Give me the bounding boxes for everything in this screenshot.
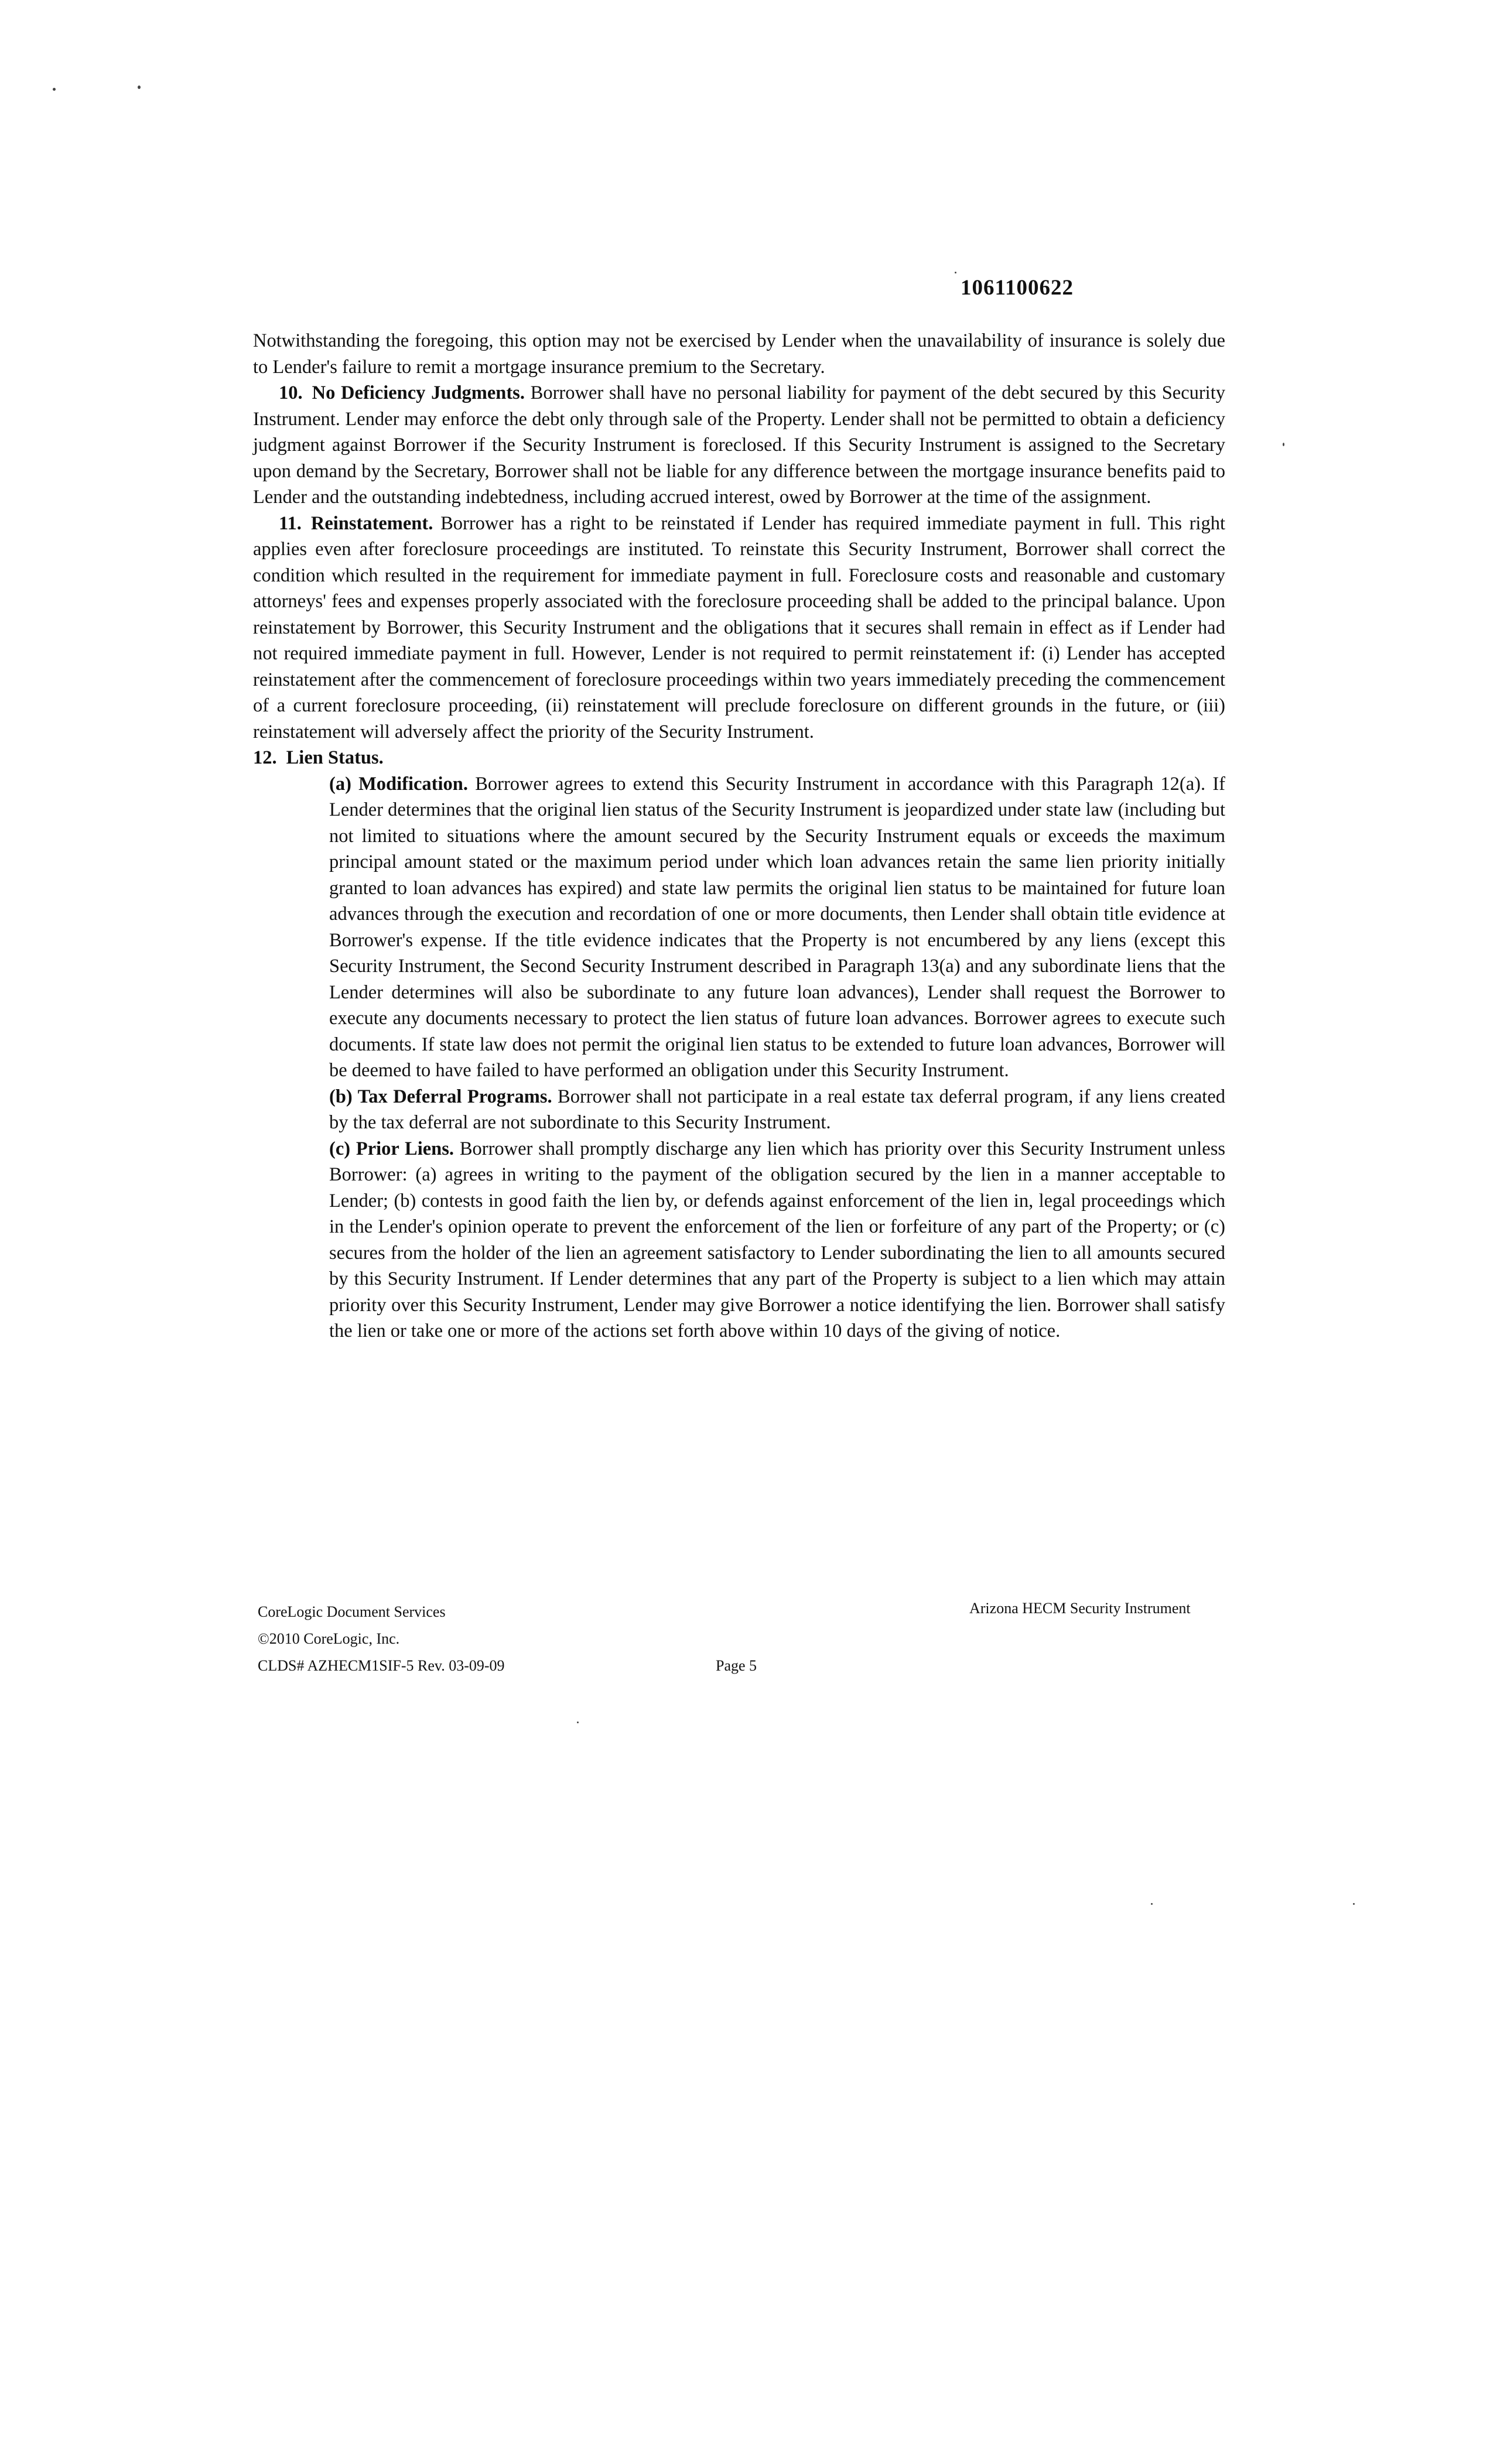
paragraph-11-number: 11. [279, 512, 302, 534]
scan-speck [955, 272, 956, 273]
footer-copyright: ©2010 CoreLogic, Inc. [258, 1630, 400, 1647]
subsection-12b [329, 1084, 1225, 1136]
footer-company: CoreLogic Document Services [258, 1603, 446, 1620]
scan-speck [1283, 443, 1284, 446]
document-body [253, 328, 1225, 1344]
subsection-12a-text: Borrower agrees to extend this Security Instrument in accordance with this Paragraph 12(a). If Lender determines that the original lien status of the Security Instrument is jeopardized under state law (including but not limited to situations where the amount secured by the Security Instrument equals or exceeds the maximum principal amount stated or the maximum period under which loan advances retain the same lien priority initially granted to loan advances has expired) and state law permits the original lien status to be maintained for future loan advances through the execution and recordation of one or more documents, then Lender shall obtain title evidence at Borrower's expense. If the title evidence indicates that the Property is not encumbered by any liens (except this Security Instrument, the Second Security Instrument described in Paragraph 13(a) and any subordinate liens that the Lender determines will also be subordinate to any future loan advances), Lender shall request the Borrower to execute any documents necessary to protect the lien status of future loan advances. Borrower agrees to execute such documents. If state law does not permit the original lien status to be extended to future loan advances, Borrower will be deemed to have failed to have performed an obligation under this Security Instrument. [329, 773, 1225, 1081]
subsection-12c-text: Borrower shall promptly discharge any lien which has priority over this Security Instrument unless Borrower: (a) agrees in writing to the payment of the obligation secured by the lien in a manner acceptable to Lender; (b) contests in good faith the lien by, or defends against enforcement of the lien in, legal proceedings which in the Lender's opinion operate to prevent the enforcement of the lien or forfeiture of any part of the Property; or (c) secures from the holder of the lien an agreement satisfactory to Lender subordinating the lien to all amounts secured by this Security Instrument. If Lender determines that any part of the Property is subject to a lien which may attain priority over this Security Instrument, Lender may give Borrower a notice identifying the lien. Borrower shall satisfy the lien or take one or more of the actions set forth above within 10 days of the giving of notice. [329, 1138, 1226, 1341]
subsection-12a-title: (a) Modification. [329, 773, 468, 795]
paragraph-11-text: Borrower has a right to be reinstated if Lender has required immediate payment in full. This right applies even after foreclosure proceedings are instituted. To reinstate this Security Instrument, Borrower shall correct the condition which resulted in the requirement for immediate payment in full. Foreclosure costs and reasonable and customary attorneys' fees and expenses properly associated with the foreclosure proceeding shall be added to the principal balance. Upon reinstatement by Borrower, this Security Instrument and the obligations that it secures shall remain in effect as if Lender had not required immediate payment in full. However, Lender is not required to permit reinstatement if: (i) Lender has accepted reinstatement after the commencement of foreclosure proceedings within two years immediately preceding the commencement of a current foreclosure proceeding, (ii) reinstatement will preclude foreclosure on different grounds in the future, or (iii) reinstatement will adversely affect the priority of the Security Instrument. [253, 512, 1225, 742]
scan-speck [1151, 1903, 1153, 1905]
footer-form-id: CLDS# AZHECM1SIF-5 Rev. 03-09-09 [258, 1657, 505, 1674]
scan-speck [138, 85, 141, 89]
scan-speck [577, 1722, 579, 1723]
footer-left [258, 1599, 505, 1679]
scan-speck [1353, 1903, 1355, 1905]
loan-number: 1061100622 [961, 276, 1074, 300]
subsection-12a [329, 771, 1225, 1084]
paragraph-11 [253, 511, 1225, 745]
paragraph-10-title: No Deficiency Judgments. [312, 382, 525, 403]
subsection-12b-text: Borrower shall not participate in a real estate tax deferral program, if any liens created by the tax deferral are not subordinate to this Security Instrument. [329, 1086, 1225, 1133]
paragraph-12-subsections [329, 771, 1225, 1344]
paragraph-10 [253, 380, 1225, 511]
paragraph-11-title: Reinstatement. [310, 512, 433, 534]
footer-form-title: Arizona HECM Security Instrument [969, 1600, 1191, 1617]
paragraph-10-text: Borrower shall have no personal liability for payment of the debt secured by this Security Instrument. Lender may enforce the debt only through sale of the Property. Lender shall not be permitted to obtain a deficiency judgment against Borrower if the Security Instrument is foreclosed. If this Security Instrument is assigned to the Secretary upon demand by the Secretary, Borrower shall not be liable for any difference between the mortgage insurance benefits paid to Lender and the outstanding indebtedness, including accrued interest, owed by Borrower at the time of the assignment. [253, 382, 1225, 508]
scan-speck [53, 88, 56, 91]
subsection-12b-title: (b) Tax Deferral Programs. [329, 1086, 552, 1107]
page-number: Page 5 [716, 1657, 757, 1674]
paragraph-12-number: 12. [253, 747, 277, 768]
subsection-12c [329, 1136, 1225, 1344]
paragraph-12-title: Lien Status. [286, 747, 384, 768]
paragraph-10-number: 10. [279, 382, 303, 403]
subsection-12c-title: (c) Prior Liens. [329, 1138, 454, 1159]
paragraph-12-heading [253, 745, 1225, 771]
intro-paragraph: Notwithstanding the foregoing, this option may not be exercised by Lender when the unavailability of insurance is solely due to Lender's failure to remit a mortgage insurance premium to the Secretary. [253, 330, 1225, 378]
